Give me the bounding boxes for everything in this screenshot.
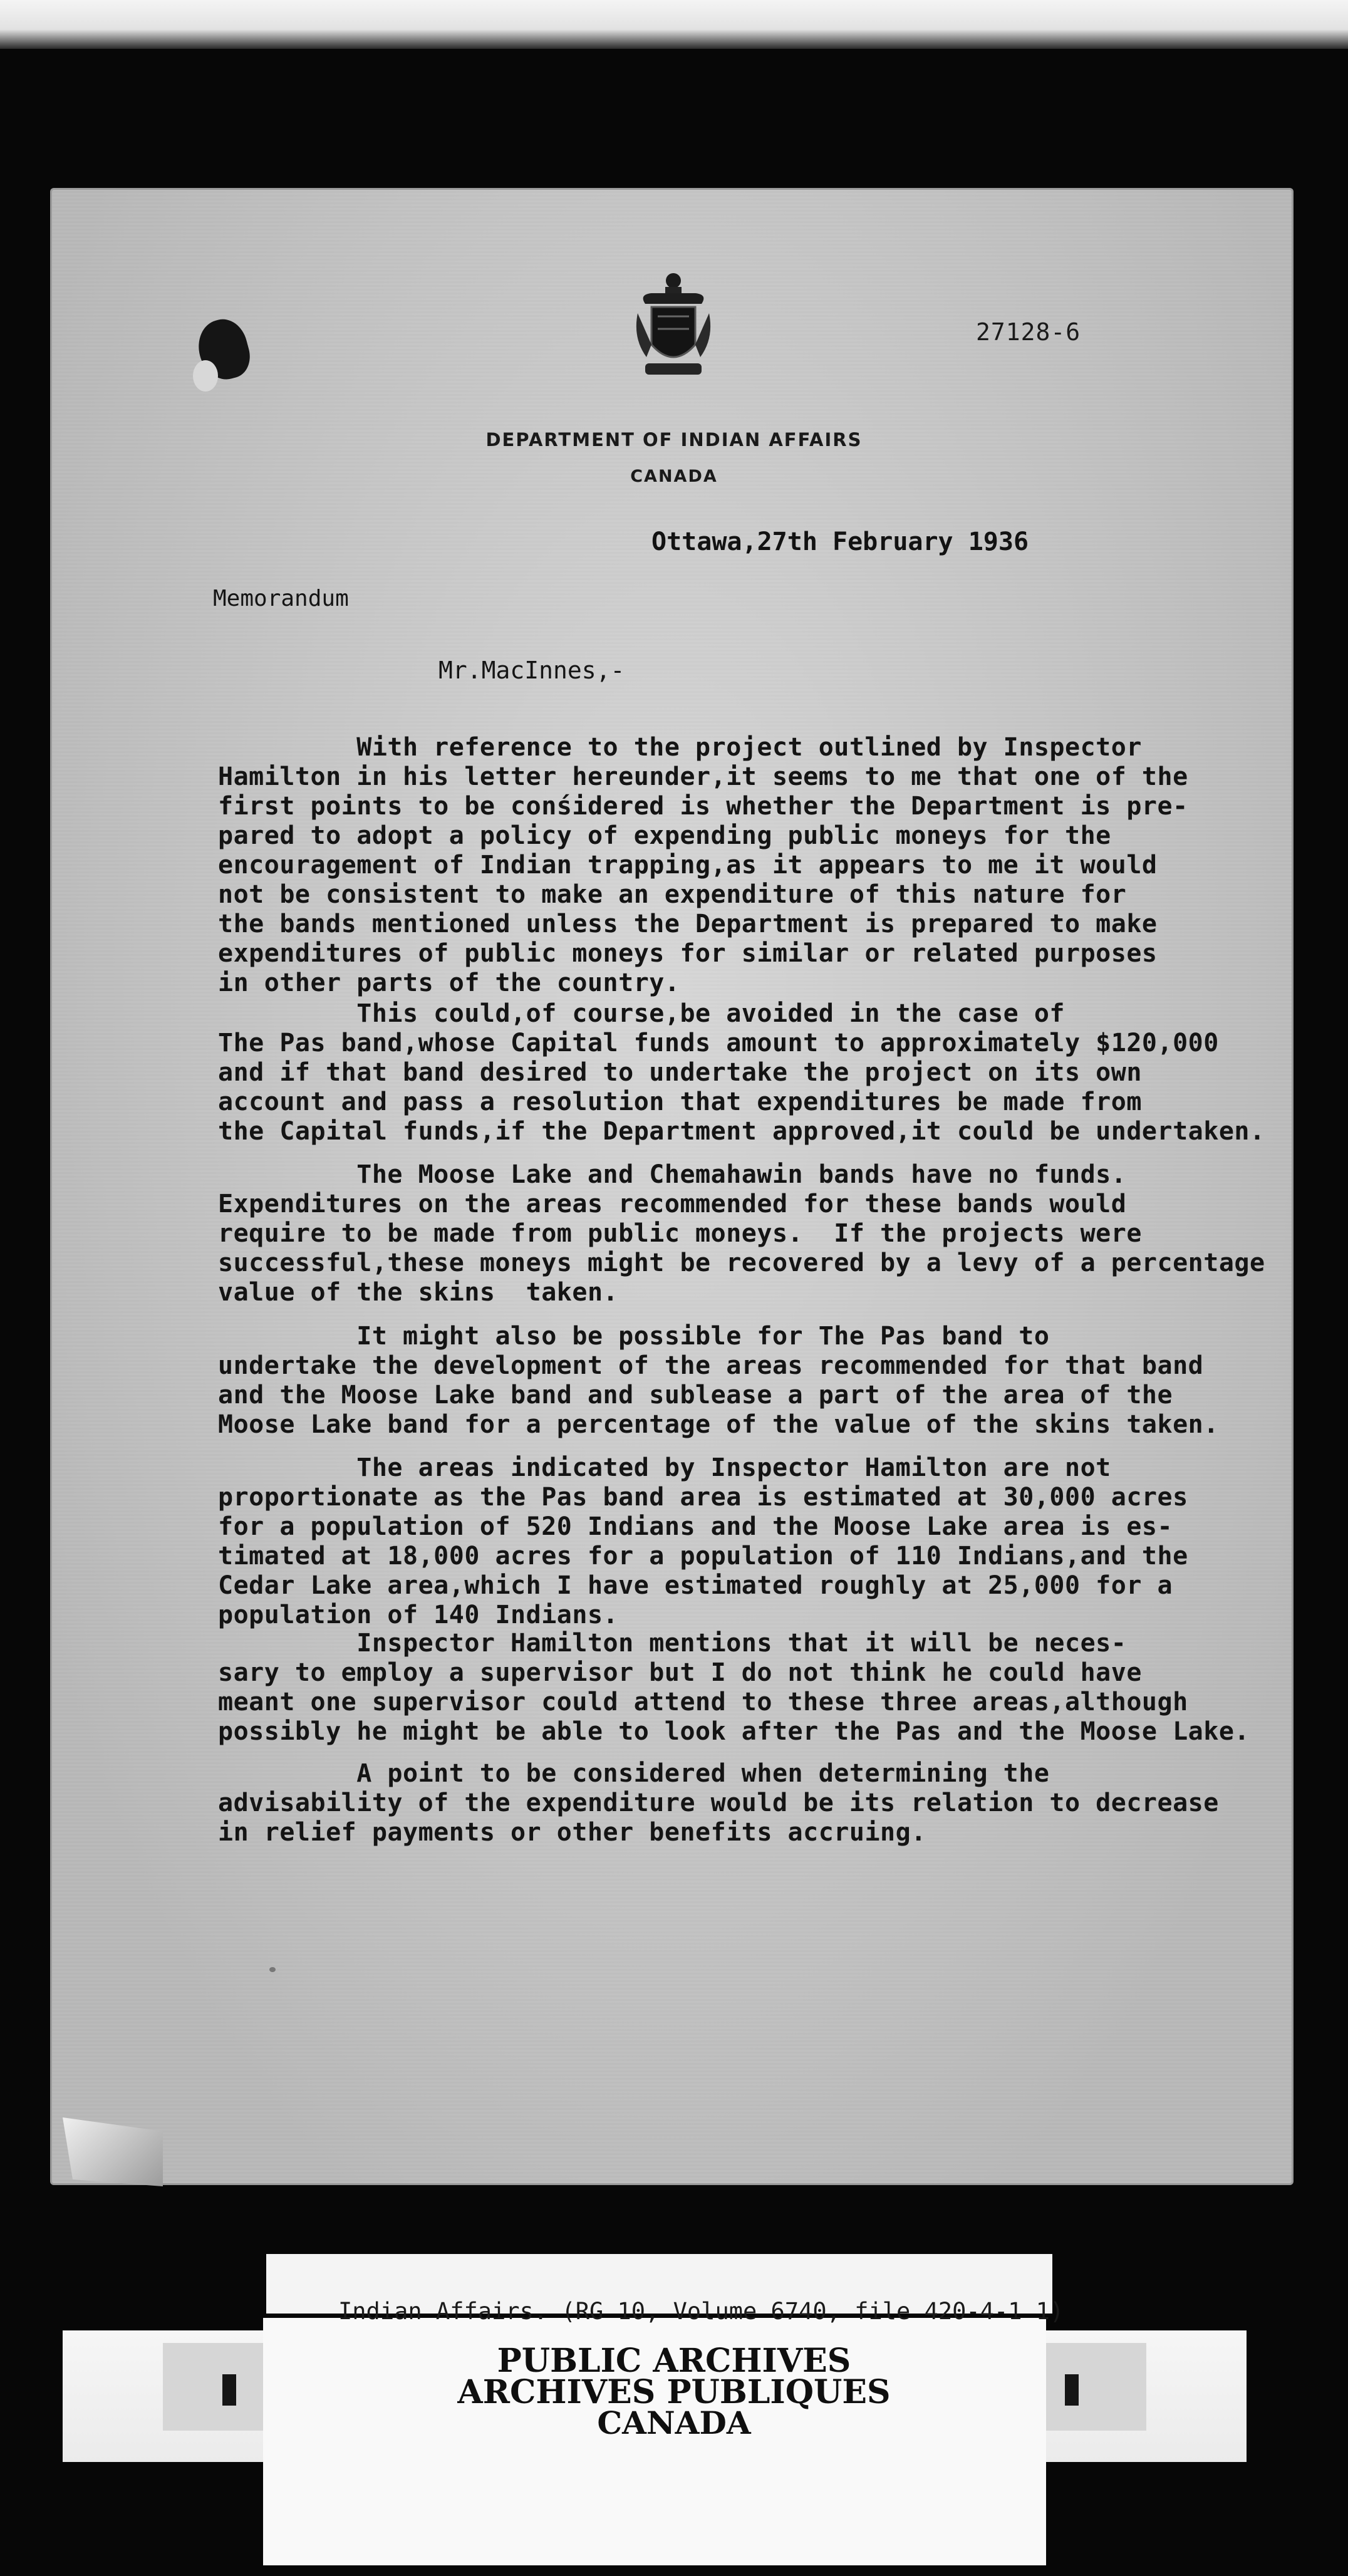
ink-blot-highlight [193, 360, 218, 392]
archive-stamp-line-3: CANADA [597, 2404, 751, 2441]
body-paragraph: Inspector Hamilton mentions that it will be neces- sary to employ a supervisor but I do not think he could have meant one supervisor could attend to these three areas,although possibly he might be able to look after the Pas and the Moose Lake. [218, 1629, 1250, 1746]
letterhead-department: DEPARTMENT OF INDIAN AFFAIRS [485, 429, 863, 450]
memo-heading: Memorandum [213, 586, 349, 611]
film-edge-strip [0, 0, 1348, 49]
salutation: Mr.MacInnes,- [438, 657, 625, 684]
body-paragraph: The Moose Lake and Chemahawin bands have no funds. Expenditures on the areas recommended for these bands would require to be made from public moneys. If the projects were successful,these moneys might be recovered by a levy of a percentage value of the skins taken. [218, 1160, 1265, 1307]
body-paragraph: With reference to the project outlined by Inspector Hamilton in his letter hereunder,it seems to me that one of the first points to be conśidered is whether the Department is pre- pared to adopt a policy of expending public moneys for the encouragement of Indian trapping,as it appears to me it would not be consistent to make an expenditure of this nature for the bands mentioned unless the Department is prepared to make expenditures of public moneys for similar or related purposes in other parts of the country. [218, 733, 1188, 997]
file-number: 27128-6 [976, 318, 1081, 346]
archive-stamp-line-1: PUBLIC ARCHIVES [497, 2342, 851, 2380]
archive-citation: Indian Affairs. (RG 10, Volume 6740, file 420-4-1 1) [338, 2298, 1064, 2325]
dateline: Ottawa,27th February 1936 [651, 527, 1029, 556]
coat-of-arms-icon [633, 269, 714, 388]
letterhead-country: CANADA [630, 467, 718, 486]
body-paragraph: A point to be considered when determining the advisability of the expenditure would be its relation to decrease in relief payments or other benefits accruing. [218, 1759, 1219, 1847]
body-paragraph: This could,of course,be avoided in the case of The Pas band,whose Capital funds amount to approximately $120,000 and if that band desired to undertake the project on its own account and pass a resolution that expenditures be made from the Capital funds,if the Department approved,it could be undertaken. [218, 999, 1265, 1146]
paper-speck [269, 1967, 276, 1972]
archive-stamp-line-2: ARCHIVES PUBLIQUES [457, 2373, 891, 2411]
body-paragraph: The areas indicated by Inspector Hamilton are not proportionate as the Pas band area is estimated at 30,000 acres for a population of 520 Indians and the Moose Lake area is es- timated at 18,000 acres for a population of 110 Indians,and the Cedar Lake area,which I have estimated roughly at 25,000 for a population of 140 Indians. [218, 1453, 1188, 1629]
body-paragraph: It might also be possible for The Pas band to undertake the development of the areas recommended for that band and the Moose Lake band and sublease a part of the area of the Moose Lake band for a percentage of the value of the skins taken. [218, 1322, 1219, 1439]
